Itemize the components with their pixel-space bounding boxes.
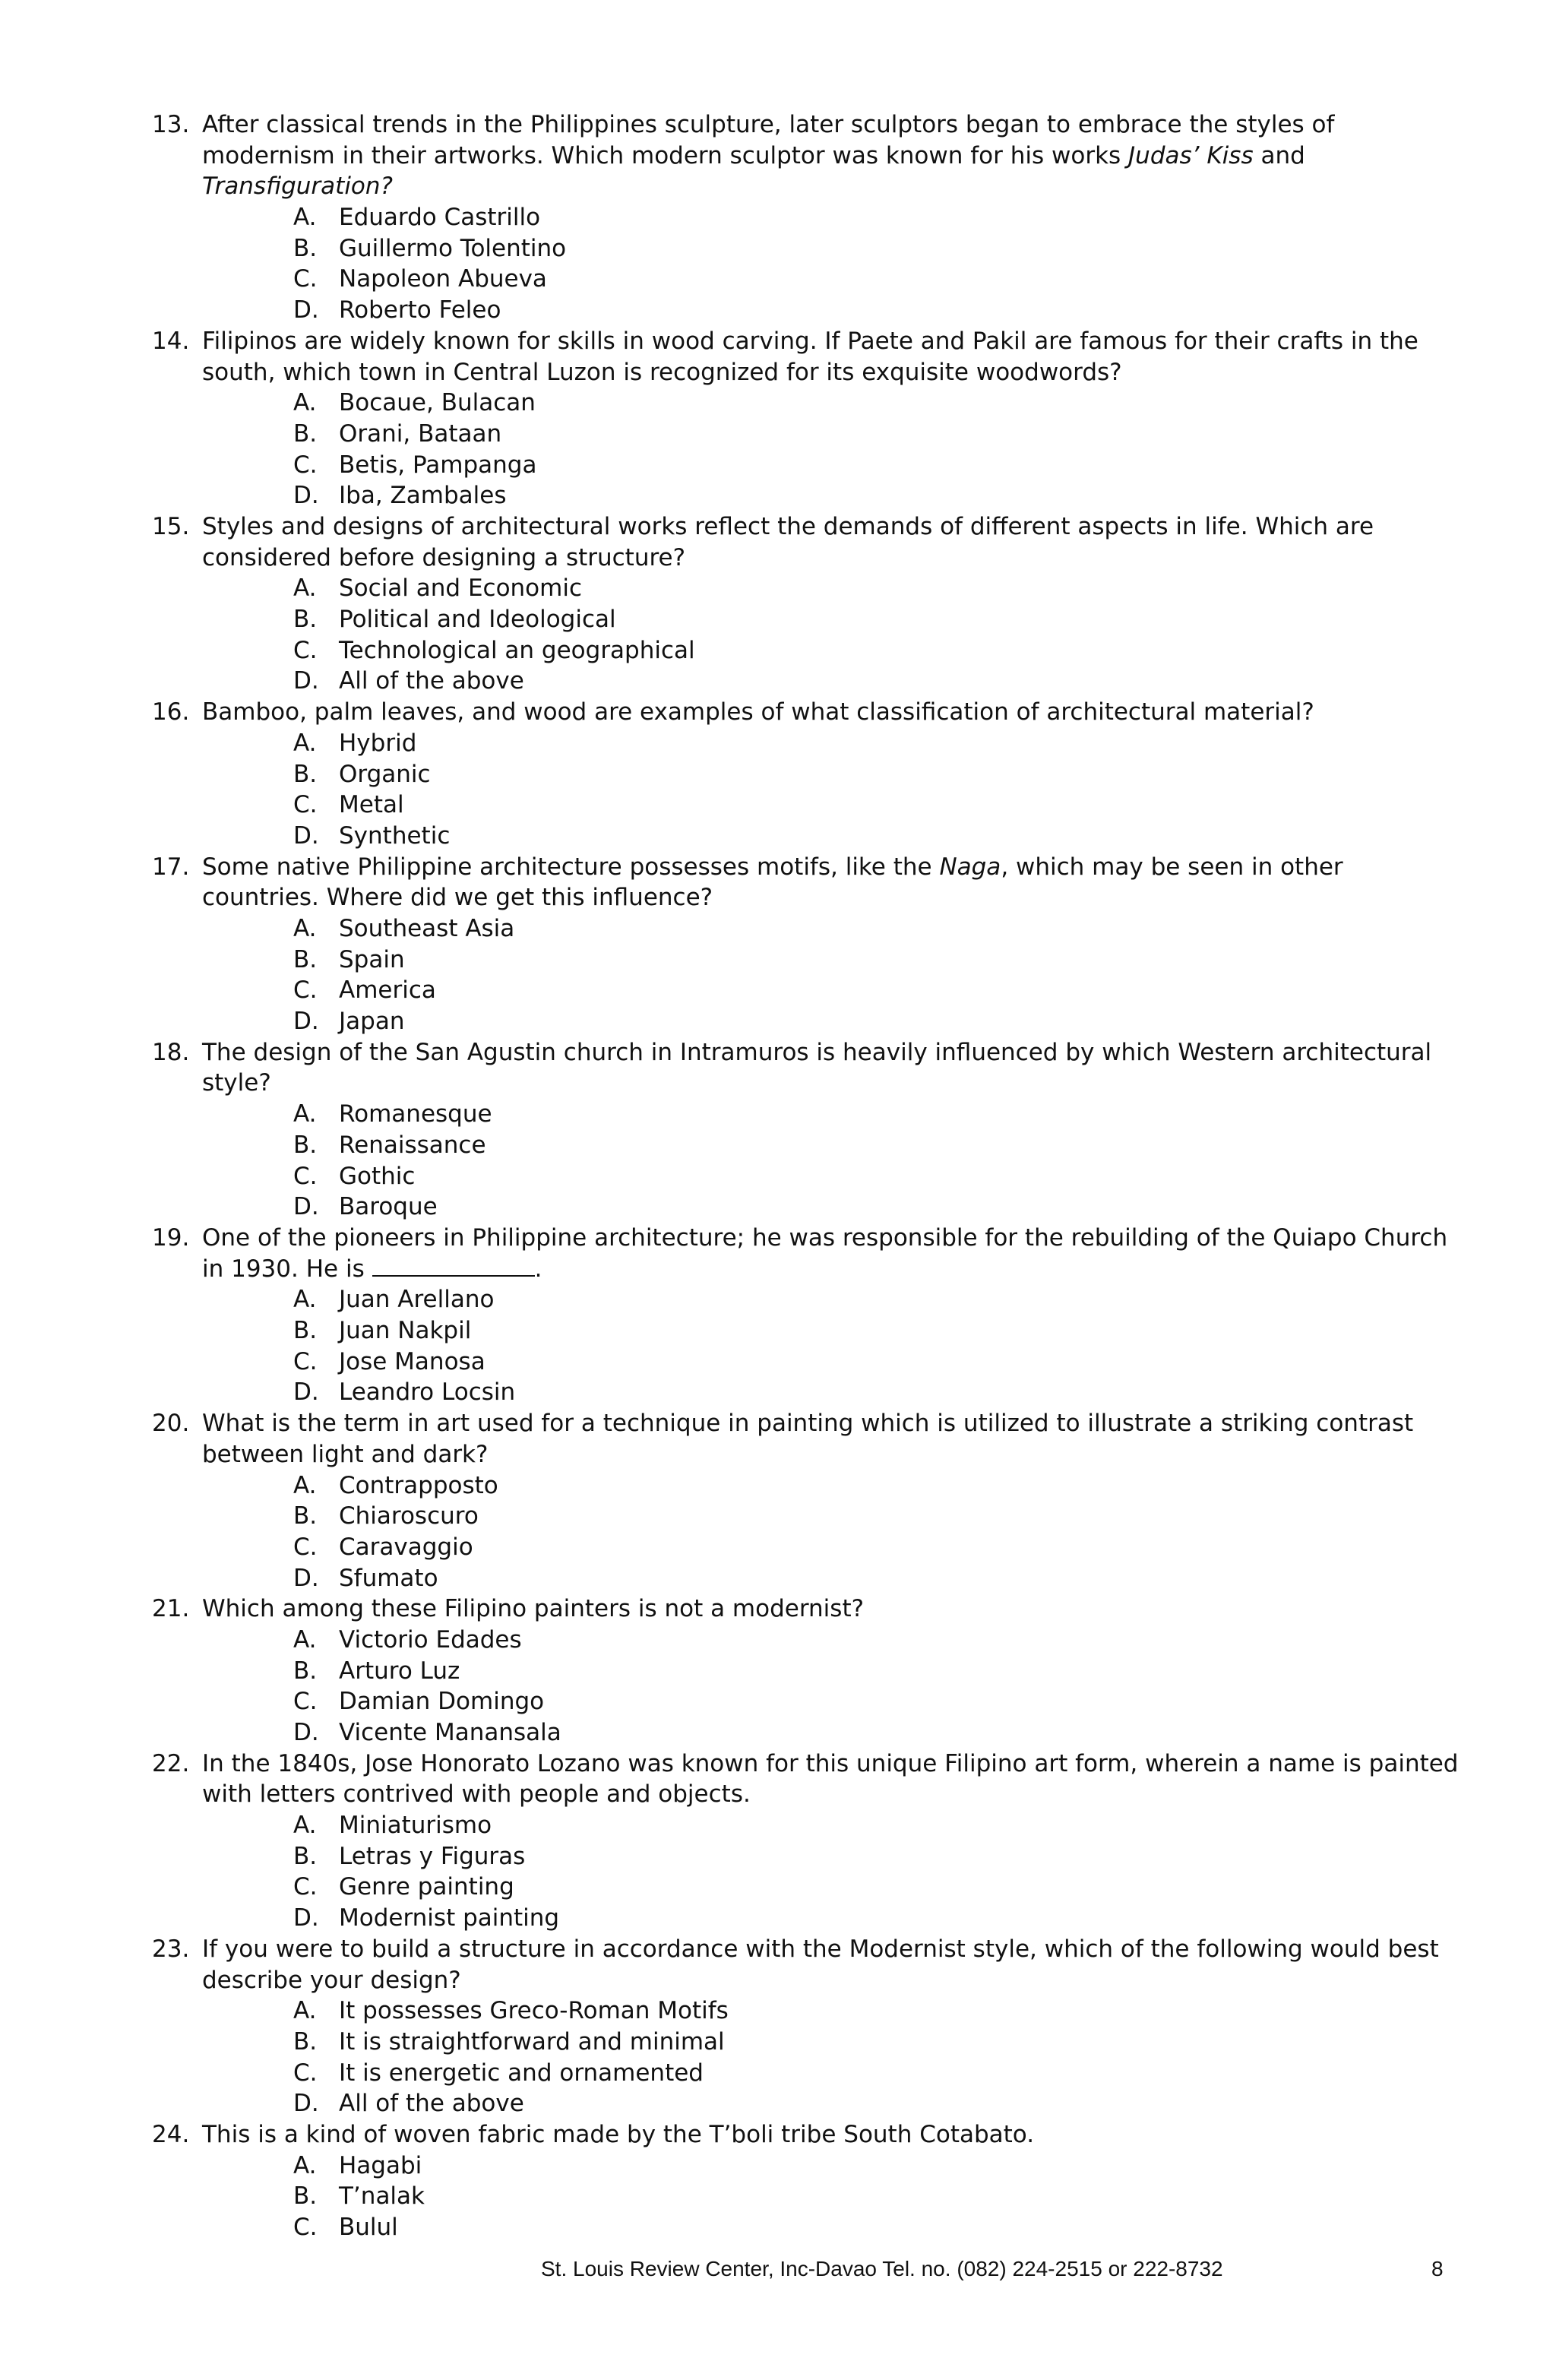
option: A. Hybrid bbox=[293, 729, 417, 757]
options-22 bbox=[152, 1810, 1459, 1934]
option: A. Social and Economic bbox=[293, 574, 583, 603]
option: A. Southeast Asia bbox=[293, 915, 515, 943]
option: C. Gothic bbox=[293, 1162, 416, 1190]
question-24 bbox=[152, 2119, 1459, 2151]
options-20 bbox=[152, 1470, 1459, 1594]
option: C. Damian Domingo bbox=[293, 1688, 545, 1716]
options-13 bbox=[152, 202, 1459, 326]
option: B. Letras y Figuras bbox=[293, 1842, 526, 1870]
options-16 bbox=[152, 728, 1459, 852]
option: A. Hagabi bbox=[293, 2151, 422, 2179]
option: D. Iba, Zambales bbox=[293, 482, 507, 510]
option: B. It is straightforward and minimal bbox=[293, 2027, 725, 2056]
option: B. Spain bbox=[293, 945, 405, 973]
option: D. Baroque bbox=[293, 1193, 438, 1221]
option: A. Miniaturismo bbox=[293, 1812, 492, 1840]
question-text: This is a kind of woven fabric made by the T’boli tribe South Cotabato. bbox=[202, 2121, 1035, 2149]
question-number: 17. bbox=[152, 853, 190, 881]
question-number: 21. bbox=[152, 1595, 190, 1623]
option: C. Caravaggio bbox=[293, 1533, 473, 1561]
question-13 bbox=[152, 109, 1459, 202]
question-number: 23. bbox=[152, 1935, 190, 1963]
answer-blank bbox=[372, 1255, 535, 1277]
question-15 bbox=[152, 511, 1459, 573]
question-text: Which among these Filipino painters is not a modernist? bbox=[202, 1595, 865, 1623]
question-number: 15. bbox=[152, 513, 190, 541]
question-text: One of the pioneers in Philippine architecture; he was responsible for the rebuilding of the Quiapo Church in 1930. He is . bbox=[202, 1223, 1448, 1283]
options-18 bbox=[152, 1099, 1459, 1223]
option: B. Arturo Luz bbox=[293, 1657, 460, 1685]
option: C. America bbox=[293, 976, 436, 1005]
option: B. Orani, Bataan bbox=[293, 419, 502, 448]
question-17 bbox=[152, 852, 1459, 913]
option: C. Technological an geographical bbox=[293, 636, 695, 664]
options-19 bbox=[152, 1284, 1459, 1408]
question-21 bbox=[152, 1594, 1459, 1625]
question-text: Bamboo, palm leaves, and wood are examples of what classification of architectural material? bbox=[202, 698, 1314, 726]
option: C. Napoleon Abueva bbox=[293, 265, 547, 293]
option: A. Romanesque bbox=[293, 1100, 492, 1128]
question-23 bbox=[152, 1934, 1459, 1995]
question-text: The design of the San Agustin church in Intramuros is heavily influenced by which Western architectural style? bbox=[202, 1038, 1432, 1097]
options-24 bbox=[152, 2151, 1459, 2243]
motif-name: Naga bbox=[939, 853, 1001, 881]
question-number: 13. bbox=[152, 111, 190, 138]
option: D. Vicente Manansala bbox=[293, 1719, 561, 1747]
page-number: 8 bbox=[1431, 2257, 1444, 2280]
question-number: 24. bbox=[152, 2121, 190, 2149]
question-text: After classical trends in the Philippines sculpture, later sculptors began to embrace the styles of modernism in their artworks. Which modern sculptor was known for his works Judas’ Kiss and Transfiguration? bbox=[202, 111, 1335, 201]
option: B. Chiaroscuro bbox=[293, 1502, 479, 1530]
option: A. Bocaue, Bulacan bbox=[293, 389, 536, 417]
option: B. Political and Ideological bbox=[293, 606, 616, 634]
options-23 bbox=[152, 1995, 1459, 2119]
question-number: 16. bbox=[152, 698, 190, 726]
option: C. Metal bbox=[293, 791, 404, 819]
footer-contact-text: St. Louis Review Center, Inc-Davao Tel. no. (082) 224-2515 or 222-8732 bbox=[541, 2257, 1223, 2280]
option: A. Eduardo Castrillo bbox=[293, 204, 541, 232]
option: C. Jose Manosa bbox=[293, 1347, 485, 1375]
question-20 bbox=[152, 1408, 1459, 1470]
option: D. Roberto Feleo bbox=[293, 296, 501, 324]
question-list bbox=[152, 109, 1459, 2243]
options-21 bbox=[152, 1625, 1459, 1749]
question-number: 20. bbox=[152, 1410, 190, 1438]
option: D. Sfumato bbox=[293, 1564, 438, 1592]
question-text: What is the term in art used for a technique in painting which is utilized to illustrate a striking contrast between light and dark? bbox=[202, 1410, 1414, 1468]
question-number: 22. bbox=[152, 1749, 190, 1777]
option: A. Juan Arellano bbox=[293, 1286, 495, 1314]
question-number: 18. bbox=[152, 1038, 190, 1066]
option: D. Japan bbox=[293, 1008, 405, 1036]
question-text: In the 1840s, Jose Honorato Lozano was known for this unique Filipino art form, wherein a name is painted with letters contrived with people and objects. bbox=[202, 1749, 1459, 1809]
option: B. Renaissance bbox=[293, 1131, 486, 1159]
option: C. Genre painting bbox=[293, 1873, 514, 1901]
option: C. Bulul bbox=[293, 2214, 398, 2242]
option: C. It is energetic and ornamented bbox=[293, 2059, 704, 2087]
question-number: 14. bbox=[152, 327, 190, 355]
question-16 bbox=[152, 697, 1459, 728]
options-17 bbox=[152, 913, 1459, 1037]
option: D. All of the above bbox=[293, 667, 524, 695]
option: B. Guillermo Tolentino bbox=[293, 234, 567, 262]
options-15 bbox=[152, 573, 1459, 697]
question-14 bbox=[152, 326, 1459, 388]
option: B. Organic bbox=[293, 760, 431, 788]
option: D. Modernist painting bbox=[293, 1904, 560, 1932]
option: C. Betis, Pampanga bbox=[293, 451, 537, 479]
option: B. Juan Nakpil bbox=[293, 1317, 472, 1345]
option: D. All of the above bbox=[293, 2090, 524, 2118]
question-18 bbox=[152, 1037, 1459, 1099]
option: D. Synthetic bbox=[293, 821, 451, 850]
question-text: Styles and designs of architectural works reflect the demands of different aspects in life. Which are considered before designing a structure? bbox=[202, 513, 1374, 571]
option: A. Victorio Edades bbox=[293, 1625, 522, 1654]
question-text: Some native Philippine architecture possesses motifs, like the Naga, which may be seen in other countries. Where did we get this influence? bbox=[202, 853, 1343, 912]
question-text: Filipinos are widely known for skills in wood carving. If Paete and Pakil are famous for their crafts in the south, which town in Central Luzon is recognized for its exquisite woodwords? bbox=[202, 327, 1418, 386]
option: A. It possesses Greco-Roman Motifs bbox=[293, 1997, 729, 2025]
question-text: If you were to build a structure in accordance with the Modernist style, which of the following would best describe your design? bbox=[202, 1935, 1439, 1994]
option: B. T’nalak bbox=[293, 2182, 425, 2211]
option: D. Leandro Locsin bbox=[293, 1378, 516, 1407]
artwork-title: Transfiguration? bbox=[202, 172, 393, 201]
question-19 bbox=[152, 1223, 1459, 1284]
option: A. Contrapposto bbox=[293, 1471, 498, 1499]
artwork-title: Judas’ Kiss bbox=[1128, 141, 1254, 169]
question-number: 19. bbox=[152, 1223, 190, 1252]
options-14 bbox=[152, 388, 1459, 511]
question-22 bbox=[152, 1749, 1459, 1810]
